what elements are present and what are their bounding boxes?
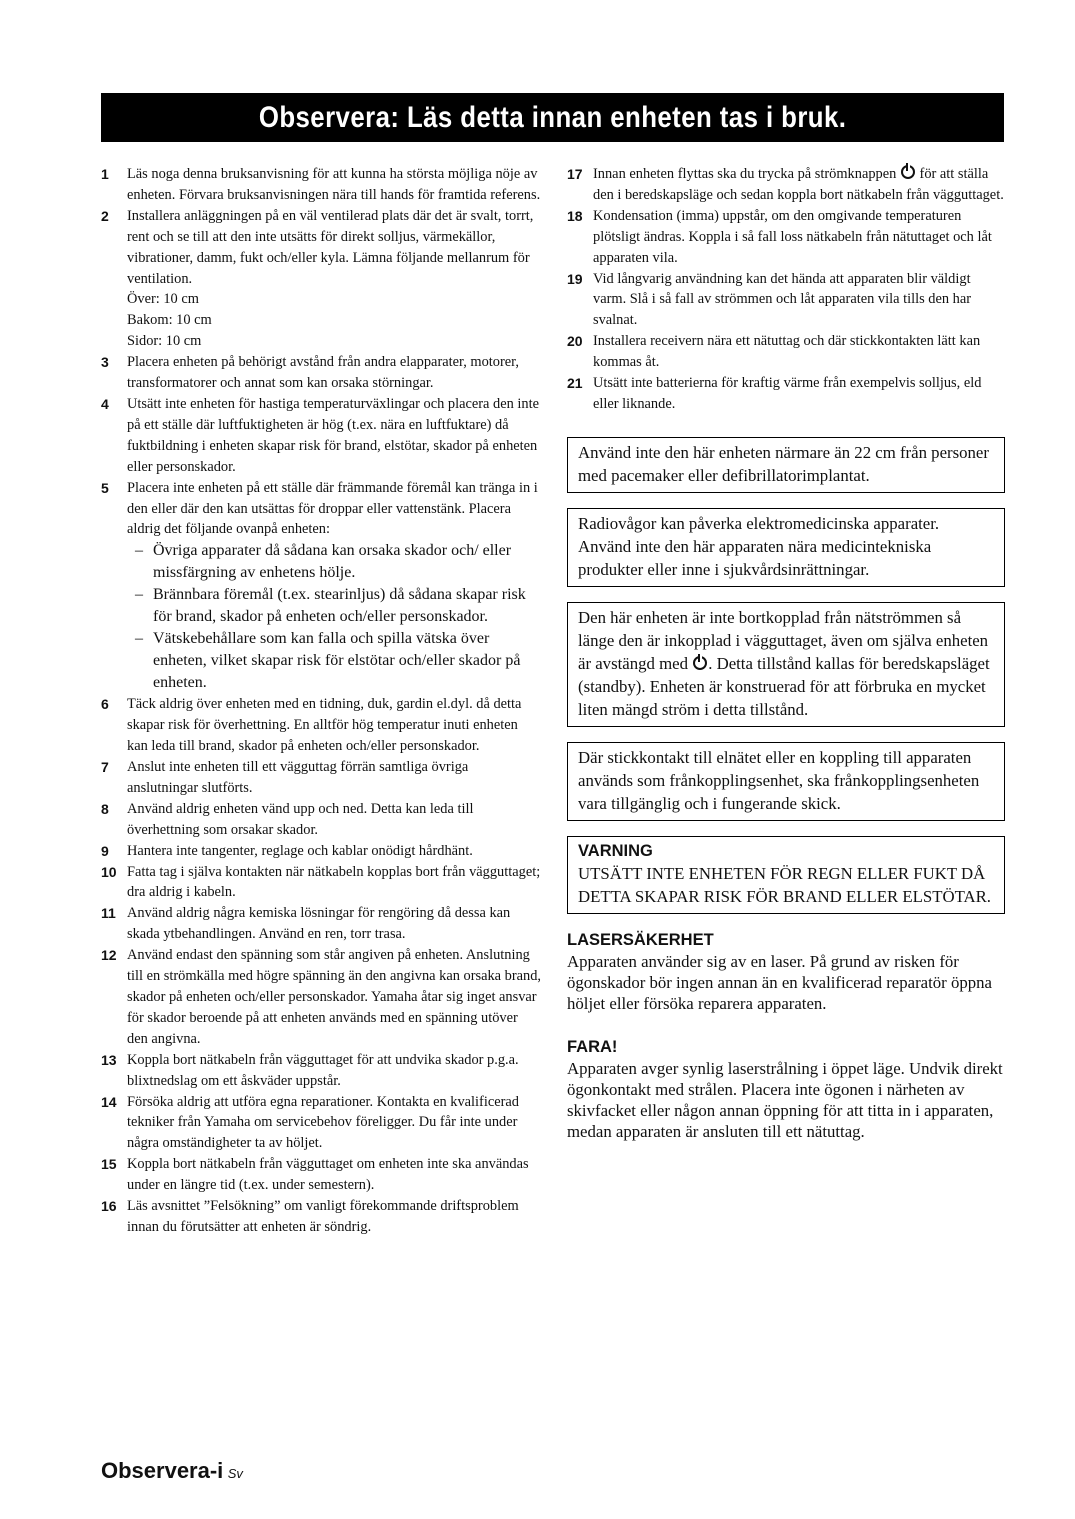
list-item [567, 164, 1005, 206]
standby-notice [567, 602, 1005, 727]
list-item [101, 164, 541, 206]
spacing-line: Över: 10 cm [127, 291, 199, 308]
list-item [567, 331, 1005, 373]
dash-item: – Brännbara föremål (t.ex. stearinljus) då sådana skapar risk för brand, skador på enheten och/eller personskador. [135, 584, 541, 628]
page-title: Observera: Läs detta innan enheten tas i bruk. [258, 100, 847, 134]
danger-title: FARA! [567, 1037, 618, 1056]
list-item [101, 841, 541, 862]
item-text: Placera enheten på behörigt avstånd från andra elapparater, motorer, transformatorer och annat som kan orsaka störningar. [127, 354, 519, 392]
item-number: 6 [101, 696, 109, 713]
item-text: Läs noga denna bruksanvisning för att kunna ha största möjliga nöje av enheten. Förvara bruksanvisningen nära till hands för framtida referens. [127, 166, 541, 203]
list-item [101, 903, 541, 945]
item-text: Fatta tag i själva kontakten när nätkabeln kopplas bort från vägguttaget; dra aldrig i kabeln. [127, 863, 541, 901]
list-item [101, 1196, 541, 1238]
list-item [101, 352, 541, 394]
item-text: Hantera inte tangenter, reglage och kablar onödigt hårdhänt. [127, 842, 473, 859]
item-text: Kondensation (imma) uppstår, om den omgivande temperaturen plötsligt ändras. Koppla i så fall loss nätkabeln från nätuttaget och låt apparaten vila. [593, 207, 992, 266]
item-number: 4 [101, 395, 109, 412]
item-number: 19 [567, 270, 583, 287]
dash-text: Vätskebehållare som kan falla och spilla vätska över enheten, vilket skapar risk för elstötar och/eller skador på enheten. [153, 630, 521, 692]
list-item [101, 945, 541, 1050]
dash-text: Brännbara föremål (t.ex. stearinljus) då sådana skapar risk för brand, skador på enheten och/eller personskador. [153, 586, 526, 626]
list-item [101, 862, 541, 904]
item-number: 18 [567, 207, 583, 224]
right-column [567, 164, 1005, 1142]
item-text: Vid långvarig användning kan det hända att apparaten blir väldigt varm. Slå i så fall av strömmen och låt apparaten vila tills den har svalnat. [593, 270, 972, 329]
disconnect-notice: Där stickkontakt till elnätet eller en koppling till apparaten används som frånkopplingsenhet, ska frånkopplingsenheten vara tillgänglig och i fungerande skick. [567, 742, 1005, 821]
power-icon [693, 656, 707, 670]
item-number: 11 [101, 905, 116, 922]
item-text: Installera receivern nära ett nätuttag och där stickkontakten lätt kan kommas åt. [593, 333, 981, 371]
list-item [101, 206, 541, 352]
laser-title: LASERSÄKERHET [567, 930, 714, 949]
list-item [101, 799, 541, 841]
item-number: 9 [101, 842, 109, 859]
item-number: 7 [101, 759, 109, 776]
footer-lang: Sv [227, 1466, 243, 1481]
item-number: 14 [101, 1093, 117, 1110]
list-item [101, 757, 541, 799]
item-number: 20 [567, 333, 583, 350]
item-number: 16 [101, 1198, 117, 1215]
item-number: 12 [101, 947, 117, 964]
radio-wave-notice: Radiovågor kan påverka elektromedicinska apparater. Använd inte den här apparaten nära medicintekniska produkter eller inne i sjukvårdsinrättningar. [567, 508, 1005, 587]
item-text: Utsätt inte enheten för hastiga temperaturväxlingar och placera den inte på ett ställe där luftfuktigheten är hög (t.ex. nära en luftfuktare) då fuktbildning i enheten skapar risk för brand, elstötar, skador på enheten eller personskador. [127, 395, 539, 475]
item-text: Utsätt inte batterierna för kraftig värme från exempelvis solljus, eld eller liknande. [593, 375, 982, 412]
item-text-start: Innan enheten flyttas ska du trycka på strömknappen [593, 166, 897, 182]
dash-item: – Vätskebehållare som kan falla och spilla vätska över enheten, vilket skapar risk för elstötar och/eller skador på enheten. [135, 628, 541, 694]
list-item [101, 1050, 541, 1092]
list-item [101, 1092, 541, 1155]
spacing-line: Bakom: 10 cm [127, 312, 212, 329]
item-number: 15 [101, 1156, 117, 1173]
item-text: Använd aldrig enheten vänd upp och ned. Detta kan leda till överhettning som orsakar skador. [127, 800, 474, 838]
item-number: 2 [101, 207, 109, 224]
item-text: Installera anläggningen på en väl ventilerad plats där det är svalt, torrt, rent och se till att den inte utsätts för direkt solljus, värmekällor, vibrationer, damm, fukt och/eller kyla. Lämna följande mellanrum för ventilation. [127, 207, 534, 287]
title-banner [101, 93, 1004, 142]
item-text: Täck aldrig över enheten med en tidning, duk, gardin el.dyl. då detta skapar risk för överhettning. En alltför hög temperatur inuti enheten kan leda till brand, skador på enheten och/eller personskador. [127, 696, 522, 755]
list-item [567, 269, 1005, 332]
list-item [567, 373, 1005, 415]
danger-text: Apparaten avger synlig laserstrålning i öppet läge. Undvik direkt ögonkontakt med strålen. Placera inte ögonen i närheten av skivfacket eller någon annan öppning för att titta in i apparaten, medan apparaten är ansluten till ett nätuttag. [567, 1058, 1003, 1141]
warning-text: UTSÄTT INTE ENHETEN FÖR REGN ELLER FUKT DÅ DETTA SKAPAR RISK FÖR BRAND ELLER ELSTÖTAR. [578, 863, 991, 906]
pacemaker-notice: Använd inte den här enheten närmare än 22 cm från personer med pacemaker eller defibrillatorimplantat. [567, 437, 1005, 493]
laser-text: Apparaten använder sig av en laser. På grund av risken för ögonskador bör ingen annan än en kvalificerad reparatör öppna höljet eller försöka reparera apparaten. [567, 951, 992, 1013]
item-number: 8 [101, 800, 109, 817]
footer-title: Observera-i [101, 1458, 224, 1483]
item-number: 1 [101, 166, 109, 182]
list-item [101, 1154, 541, 1196]
item-number: 13 [101, 1051, 117, 1068]
left-column [101, 164, 541, 1238]
item-number: 10 [101, 863, 117, 880]
item-number: 5 [101, 479, 109, 496]
item-number: 21 [567, 375, 583, 392]
dash-item: – Övriga apparater då sådana kan orsaka skador och/ eller missfärgning av enhetens hölje. [135, 540, 541, 584]
danger-section [567, 1036, 1005, 1142]
item-text: Försöka aldrig att utföra egna reparationer. Kontakta en kvalificerad tekniker från Yamaha om servicebehov föreligger. Du får inte under några omständigheter ta av höljet. [127, 1093, 519, 1152]
list-item [101, 694, 541, 757]
list-item [101, 478, 541, 695]
standby-text-start: Den här enheten är inte bortkopplad från nätströmmen så länge den är inkopplad i vägguttaget, även om själva enheten är avstängd med [578, 607, 989, 673]
warning-box [567, 836, 1005, 914]
item-text: Koppla bort nätkabeln från vägguttaget om enheten inte ska användas under en längre tid (t.ex. under semestern). [127, 1156, 529, 1194]
item-text-end: för att ställa den i beredskapsläge och sedan koppla bort nätkabeln från vägguttaget. [593, 166, 1004, 203]
list-item [101, 394, 541, 478]
standby-text-end: . Detta tillstånd kallas för beredskapsläget (standby). Enheten är konstruerad för att förbruka en mycket liten mängd ström i detta tillstånd. [578, 653, 990, 719]
item-text: Koppla bort nätkabeln från vägguttaget för att undvika skador p.g.a. blixtnedslag om ett åskväder uppstår. [127, 1051, 519, 1089]
item-number: 3 [101, 354, 109, 371]
item-text: Använd aldrig några kemiska lösningar för rengöring då dessa kan skada ytbehandlingen. Använd en ren, torr trasa. [127, 905, 511, 943]
list-item [567, 206, 1005, 269]
page-footer [101, 1458, 243, 1484]
power-icon [901, 165, 915, 179]
item-text: Placera inte enheten på ett ställe där främmande föremål kan tränga in i den eller där den kan utsättas för droppar eller vattenstänk. Placera aldrig det följande ovanpå enheten: [127, 479, 538, 538]
spacing-line: Sidor: 10 cm [127, 333, 202, 350]
dash-text: Övriga apparater då sådana kan orsaka skador och/ eller missfärgning av enhetens hölje. [153, 542, 512, 582]
item-text: Läs avsnittet ”Felsökning” om vanligt förekommande driftsproblem innan du förutsätter att enheten är söndrig. [127, 1198, 519, 1235]
item-number: 17 [567, 166, 583, 182]
item-text: Använd endast den spänning som står angiven på enheten. Anslutning till en strömkälla med högre spänning än den angivna kan orsaka brand, skador på enheten och/eller personskador. Yamaha åtar sig inget ansvar för skador beroende på att enheten används med en spänning utöver den angivna. [127, 947, 542, 1047]
warning-title: VARNING [578, 841, 653, 860]
item-text: Anslut inte enheten till ett vägguttag förrän samtliga övriga anslutningar slutförts. [127, 759, 469, 796]
laser-section [567, 929, 1005, 1014]
